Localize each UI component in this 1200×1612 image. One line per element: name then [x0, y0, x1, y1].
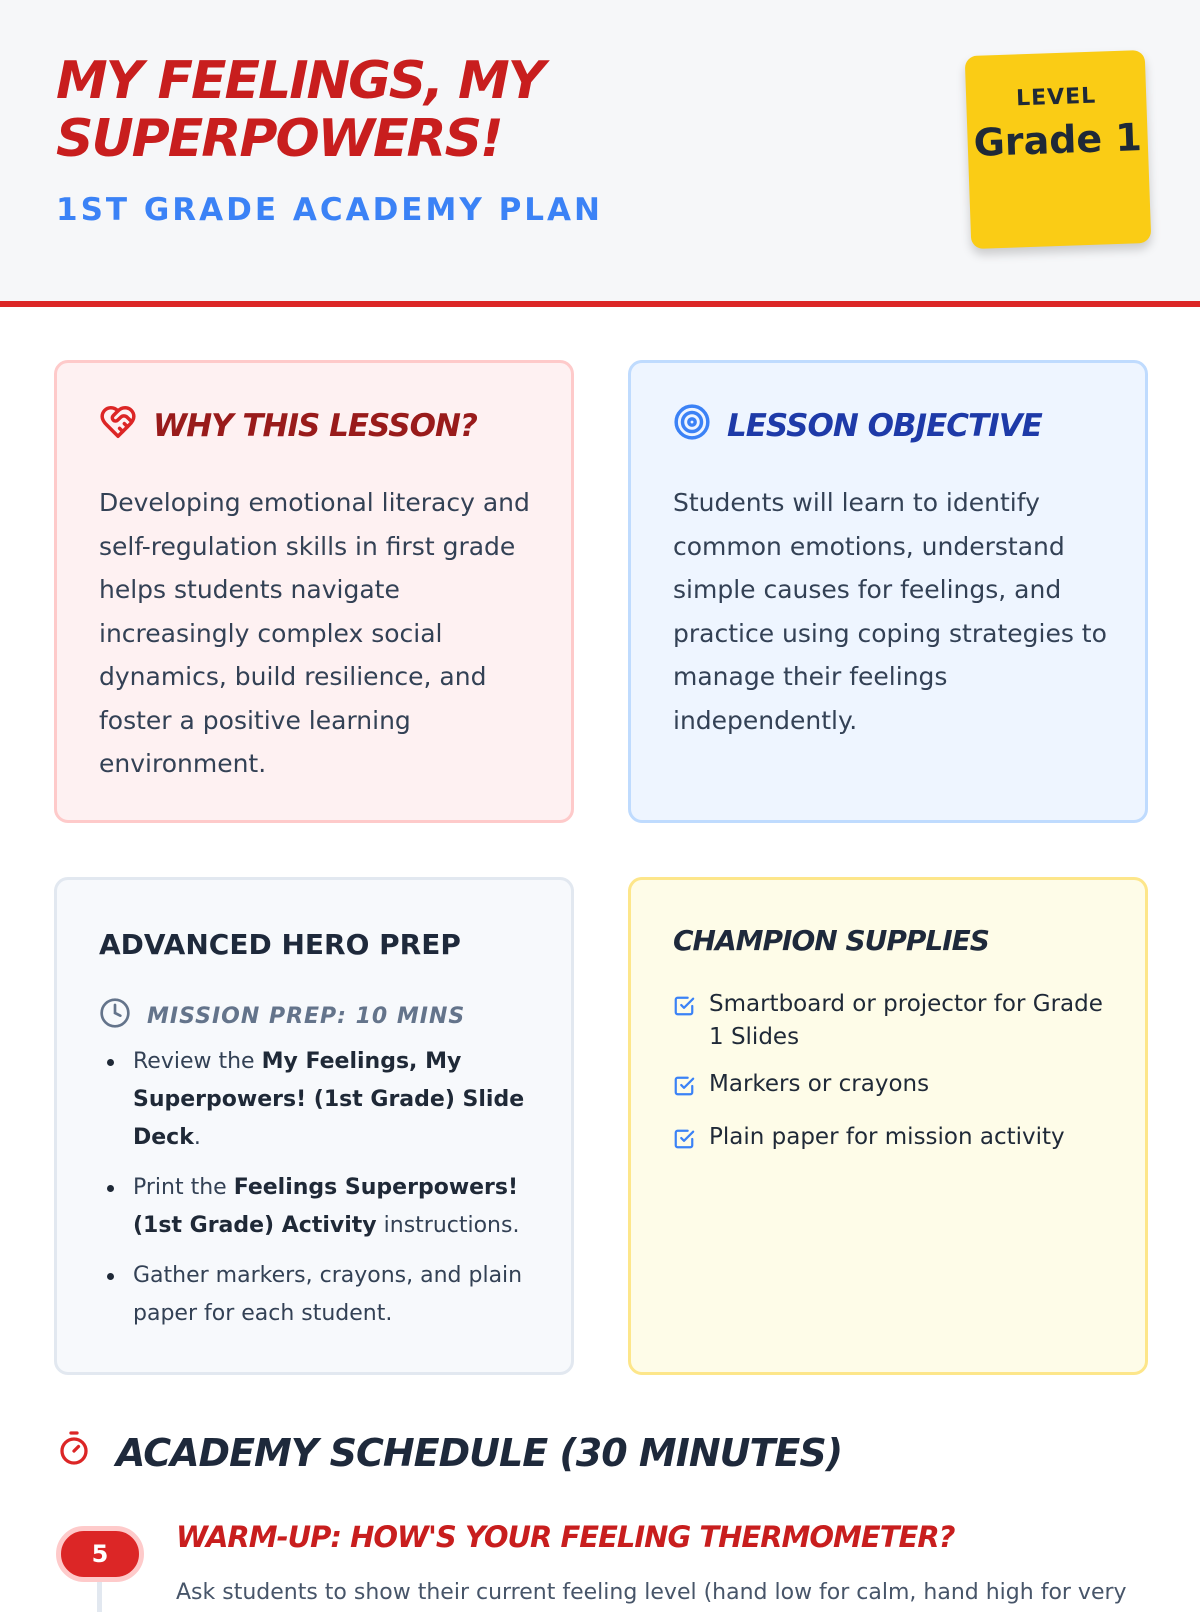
target-icon — [673, 403, 711, 449]
supply-item — [673, 988, 1123, 1054]
why-heading-row — [99, 403, 477, 449]
step-title: WARM-UP: HOW'S YOUR FEELING THERMOMETER? — [176, 1520, 955, 1554]
prep-item: Gather markers, crayons, and plain paper for each student. — [99, 1257, 549, 1333]
supplies-heading: CHAMPION SUPPLIES — [673, 924, 989, 957]
page-header — [0, 0, 1200, 307]
supplies-card — [628, 877, 1148, 1375]
objective-heading: LESSON OBJECTIVE — [727, 408, 1042, 444]
supply-label: Smartboard or projector for Grade 1 Slides — [709, 991, 1103, 1050]
prep-item: Print the Feelings Superpowers! (1st Grade) Activity instructions. — [99, 1169, 549, 1245]
objective-card — [628, 360, 1148, 823]
supply-item — [673, 1121, 1123, 1160]
prep-card — [54, 877, 574, 1375]
supply-item — [673, 1068, 1123, 1107]
clock-icon — [99, 997, 131, 1035]
schedule-heading: ACADEMY SCHEDULE (30 MINUTES) — [116, 1430, 843, 1475]
heart-handshake-icon — [99, 403, 137, 449]
timeline-line — [97, 1582, 102, 1612]
step-minutes-badge: 5 — [56, 1526, 144, 1582]
checkbox-icon — [673, 1074, 695, 1107]
prep-list — [99, 1043, 549, 1345]
prep-item: Review the My Feelings, My Superpowers! (1st Grade) Slide Deck. — [99, 1043, 549, 1157]
step-description: Ask students to show their current feeling level (hand low for calm, hand high for very — [176, 1580, 1127, 1605]
prep-heading: ADVANCED HERO PREP — [99, 928, 461, 961]
supply-label: Markers or crayons — [709, 1071, 930, 1097]
timer-icon — [56, 1430, 92, 1475]
page-subtitle: 1ST GRADE ACADEMY PLAN — [56, 192, 603, 228]
prep-time-label: MISSION PREP: 10 MINS — [147, 1003, 466, 1029]
objective-heading-row — [673, 403, 1042, 449]
checkbox-icon — [673, 1127, 695, 1160]
why-body: Developing emotional literacy and self-regulation skills in first grade helps students navigate increasingly complex social dynamics, build resilience, and foster a positive learning environment. — [99, 488, 530, 778]
supply-label: Plain paper for mission activity — [709, 1124, 1065, 1150]
why-card — [54, 360, 574, 823]
level-value: Grade 1 — [972, 115, 1143, 165]
objective-body: Students will learn to identify common emotions, understand simple causes for feelings, and practice using coping strategies to manage their feelings independently. — [673, 488, 1107, 735]
level-label: LEVEL — [1015, 83, 1097, 112]
schedule-heading-row — [56, 1430, 842, 1475]
page-title: MY FEELINGS, MY SUPERPOWERS! — [56, 51, 544, 169]
checkbox-icon — [673, 994, 695, 1027]
why-heading: WHY THIS LESSON? — [153, 408, 477, 444]
supplies-list — [673, 988, 1123, 1174]
level-badge — [965, 50, 1152, 249]
prep-time-row — [99, 997, 465, 1035]
